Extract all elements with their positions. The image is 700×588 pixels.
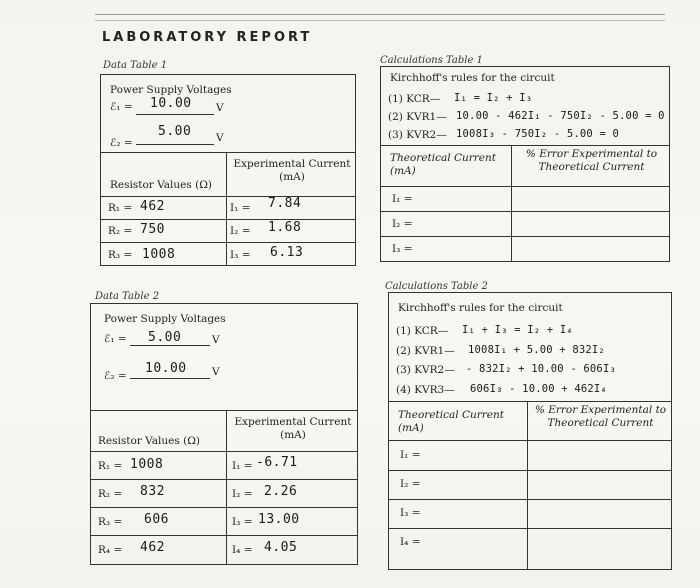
dt2-e1-underline [130,345,210,346]
ct2-i4-label: I₄ = [400,536,421,548]
ct2-theo-header: Theoretical Current (mA) [398,409,504,434]
dt1-e1-label: ℰ₁ = [110,101,133,113]
dt2-r1-value: 1008 [130,457,164,472]
dt2-e2-unit: V [212,366,220,378]
data-table-1-caption: Data Table 1 [103,60,168,71]
dt1-r3-value: 1008 [142,247,176,262]
dt2-i2-label: I₂ = [232,488,253,500]
dt2-i4-label: I₄ = [232,544,253,556]
ct1-kcr-value: I₁ = I₂ + I₃ [454,92,533,104]
dt1-r2-label: R₂ = [108,225,133,237]
page-top-rule [95,14,665,15]
ct1-row-line-2 [380,211,670,212]
dt2-e1-value: 5.00 [148,330,182,345]
dt2-col-divider [226,410,227,565]
dt1-i1-value: 7.84 [268,196,302,211]
report-title: LABORATORY REPORT [102,30,313,45]
ct1-kvr2-label: (3) KVR2— [388,129,447,141]
ct2-i2-label: I₂ = [400,478,421,490]
ct1-rules-heading: Kirchhoff's rules for the circuit [390,72,555,84]
ct1-kvr1-label: (2) KVR1— [388,111,447,123]
ct2-i3-label: I₃ = [400,507,421,519]
ct1-divider [380,145,670,146]
dt2-r2-label: R₂ = [98,488,123,500]
dt1-e1-underline [136,114,214,115]
calc-table-2-caption: Calculations Table 2 [385,281,488,292]
dt1-row-line-3 [100,242,356,243]
dt2-row-line-3 [90,507,358,508]
dt2-r4-label: R₄ = [98,544,123,556]
dt2-e1-unit: V [212,334,220,346]
ct1-i2-label: I₂ = [392,218,413,230]
dt1-r1-value: 462 [140,199,165,214]
dt1-divider [100,152,356,153]
ct1-kvr2-value: 1008I₃ - 750I₂ - 5.00 = 0 [456,128,620,140]
dt1-e2-unit: V [216,132,224,144]
ct2-err-header: % Error Experimental to Theoretical Current [534,404,667,429]
ct2-row-line-2 [388,470,672,471]
ct2-kcr-value: I₁ + I₃ = I₂ + I₄ [462,324,573,336]
ct2-row-line-3 [388,499,672,500]
dt1-i1-label: I₁ = [230,202,251,214]
ct1-i1-label: I₁ = [392,193,413,205]
ct2-row-line-4 [388,528,672,529]
dt2-row-line-1 [90,451,358,452]
dt1-r2-value: 750 [140,222,165,237]
ct1-theo-header: Theoretical Current (mA) [390,152,496,177]
ct1-col-divider [511,145,512,262]
dt2-r3-value: 606 [144,512,169,527]
ct1-kcr-label: (1) KCR— [388,93,441,105]
ct2-kvr3-label: (4) KVR3— [396,384,455,396]
dt1-i3-value: 6.13 [270,245,304,260]
dt2-r1-label: R₁ = [98,460,123,472]
dt2-current-header: Experimental Current (mA) [234,416,352,441]
dt2-row-line-2 [90,479,358,480]
dt2-i2-value: 2.26 [264,484,298,499]
ct2-kcr-label: (1) KCR— [396,325,449,337]
dt2-i3-label: I₃ = [232,516,253,528]
ct2-kvr3-value: 606I₃ - 10.00 + 462I₄ [470,383,607,395]
dt1-e2-label: ℰ₂ = [110,137,133,149]
ct2-i1-label: I₁ = [400,449,421,461]
dt1-r1-label: R₁ = [108,202,133,214]
ct2-col-divider [527,401,528,570]
dt2-e2-value: 10.00 [145,361,187,376]
dt1-r3-label: R₃ = [108,249,133,261]
ct1-i3-label: I₃ = [392,243,413,255]
ct1-row-line-1 [380,186,670,187]
dt1-e1-value: 10.00 [150,96,192,111]
ct1-err-header: % Error Experimental to Theoretical Current [525,148,658,173]
dt1-e1-unit: V [216,102,224,114]
dt2-r3-label: R₃ = [98,516,123,528]
dt1-e2-underline [136,144,214,145]
dt1-current-header: Experimental Current (mA) [233,158,351,183]
dt2-resistor-header: Resistor Values (Ω) [98,435,200,447]
dt1-col-divider [226,152,227,266]
dt2-e2-label: ℰ₂ = [104,370,127,382]
dt2-voltages-heading: Power Supply Voltages [104,313,226,325]
ct2-rules-heading: Kirchhoff's rules for the circuit [398,302,563,314]
dt2-i1-value: -6.71 [256,455,298,470]
dt1-resistor-header: Resistor Values (Ω) [110,179,212,191]
dt2-i1-label: I₁ = [232,460,253,472]
ct2-kvr1-value: 1008I₁ + 5.00 + 832I₂ [468,344,605,356]
dt2-i3-value: 13.00 [258,512,300,527]
dt1-i2-value: 1.68 [268,220,302,235]
data-table-2-caption: Data Table 2 [95,291,160,302]
dt1-row-line-2 [100,219,356,220]
calc-table-1-caption: Calculations Table 1 [380,55,483,66]
dt2-i4-value: 4.05 [264,540,298,555]
dt2-e2-underline [130,378,210,379]
dt1-i3-label: I₃ = [230,249,251,261]
dt2-divider [90,410,358,411]
page-top-rule-2 [95,20,665,21]
ct1-row-line-3 [380,236,670,237]
dt2-row-line-4 [90,535,358,536]
ct2-kvr2-value: - 832I₂ + 10.00 - 606I₃ [466,363,616,375]
dt2-e1-label: ℰ₁ = [104,333,127,345]
dt1-row-line-1 [100,196,356,197]
ct2-kvr1-label: (2) KVR1— [396,345,455,357]
ct2-divider [388,401,672,402]
dt2-r2-value: 832 [140,484,165,499]
ct2-row-line-1 [388,440,672,441]
dt1-e2-value: 5.00 [158,124,192,139]
dt2-r4-value: 462 [140,540,165,555]
dt1-voltages-heading: Power Supply Voltages [110,84,232,96]
ct2-kvr2-label: (3) KVR2— [396,364,455,376]
ct1-kvr1-value: 10.00 - 462I₁ - 750I₂ - 5.00 = 0 [456,110,665,122]
dt1-i2-label: I₂ = [230,225,251,237]
